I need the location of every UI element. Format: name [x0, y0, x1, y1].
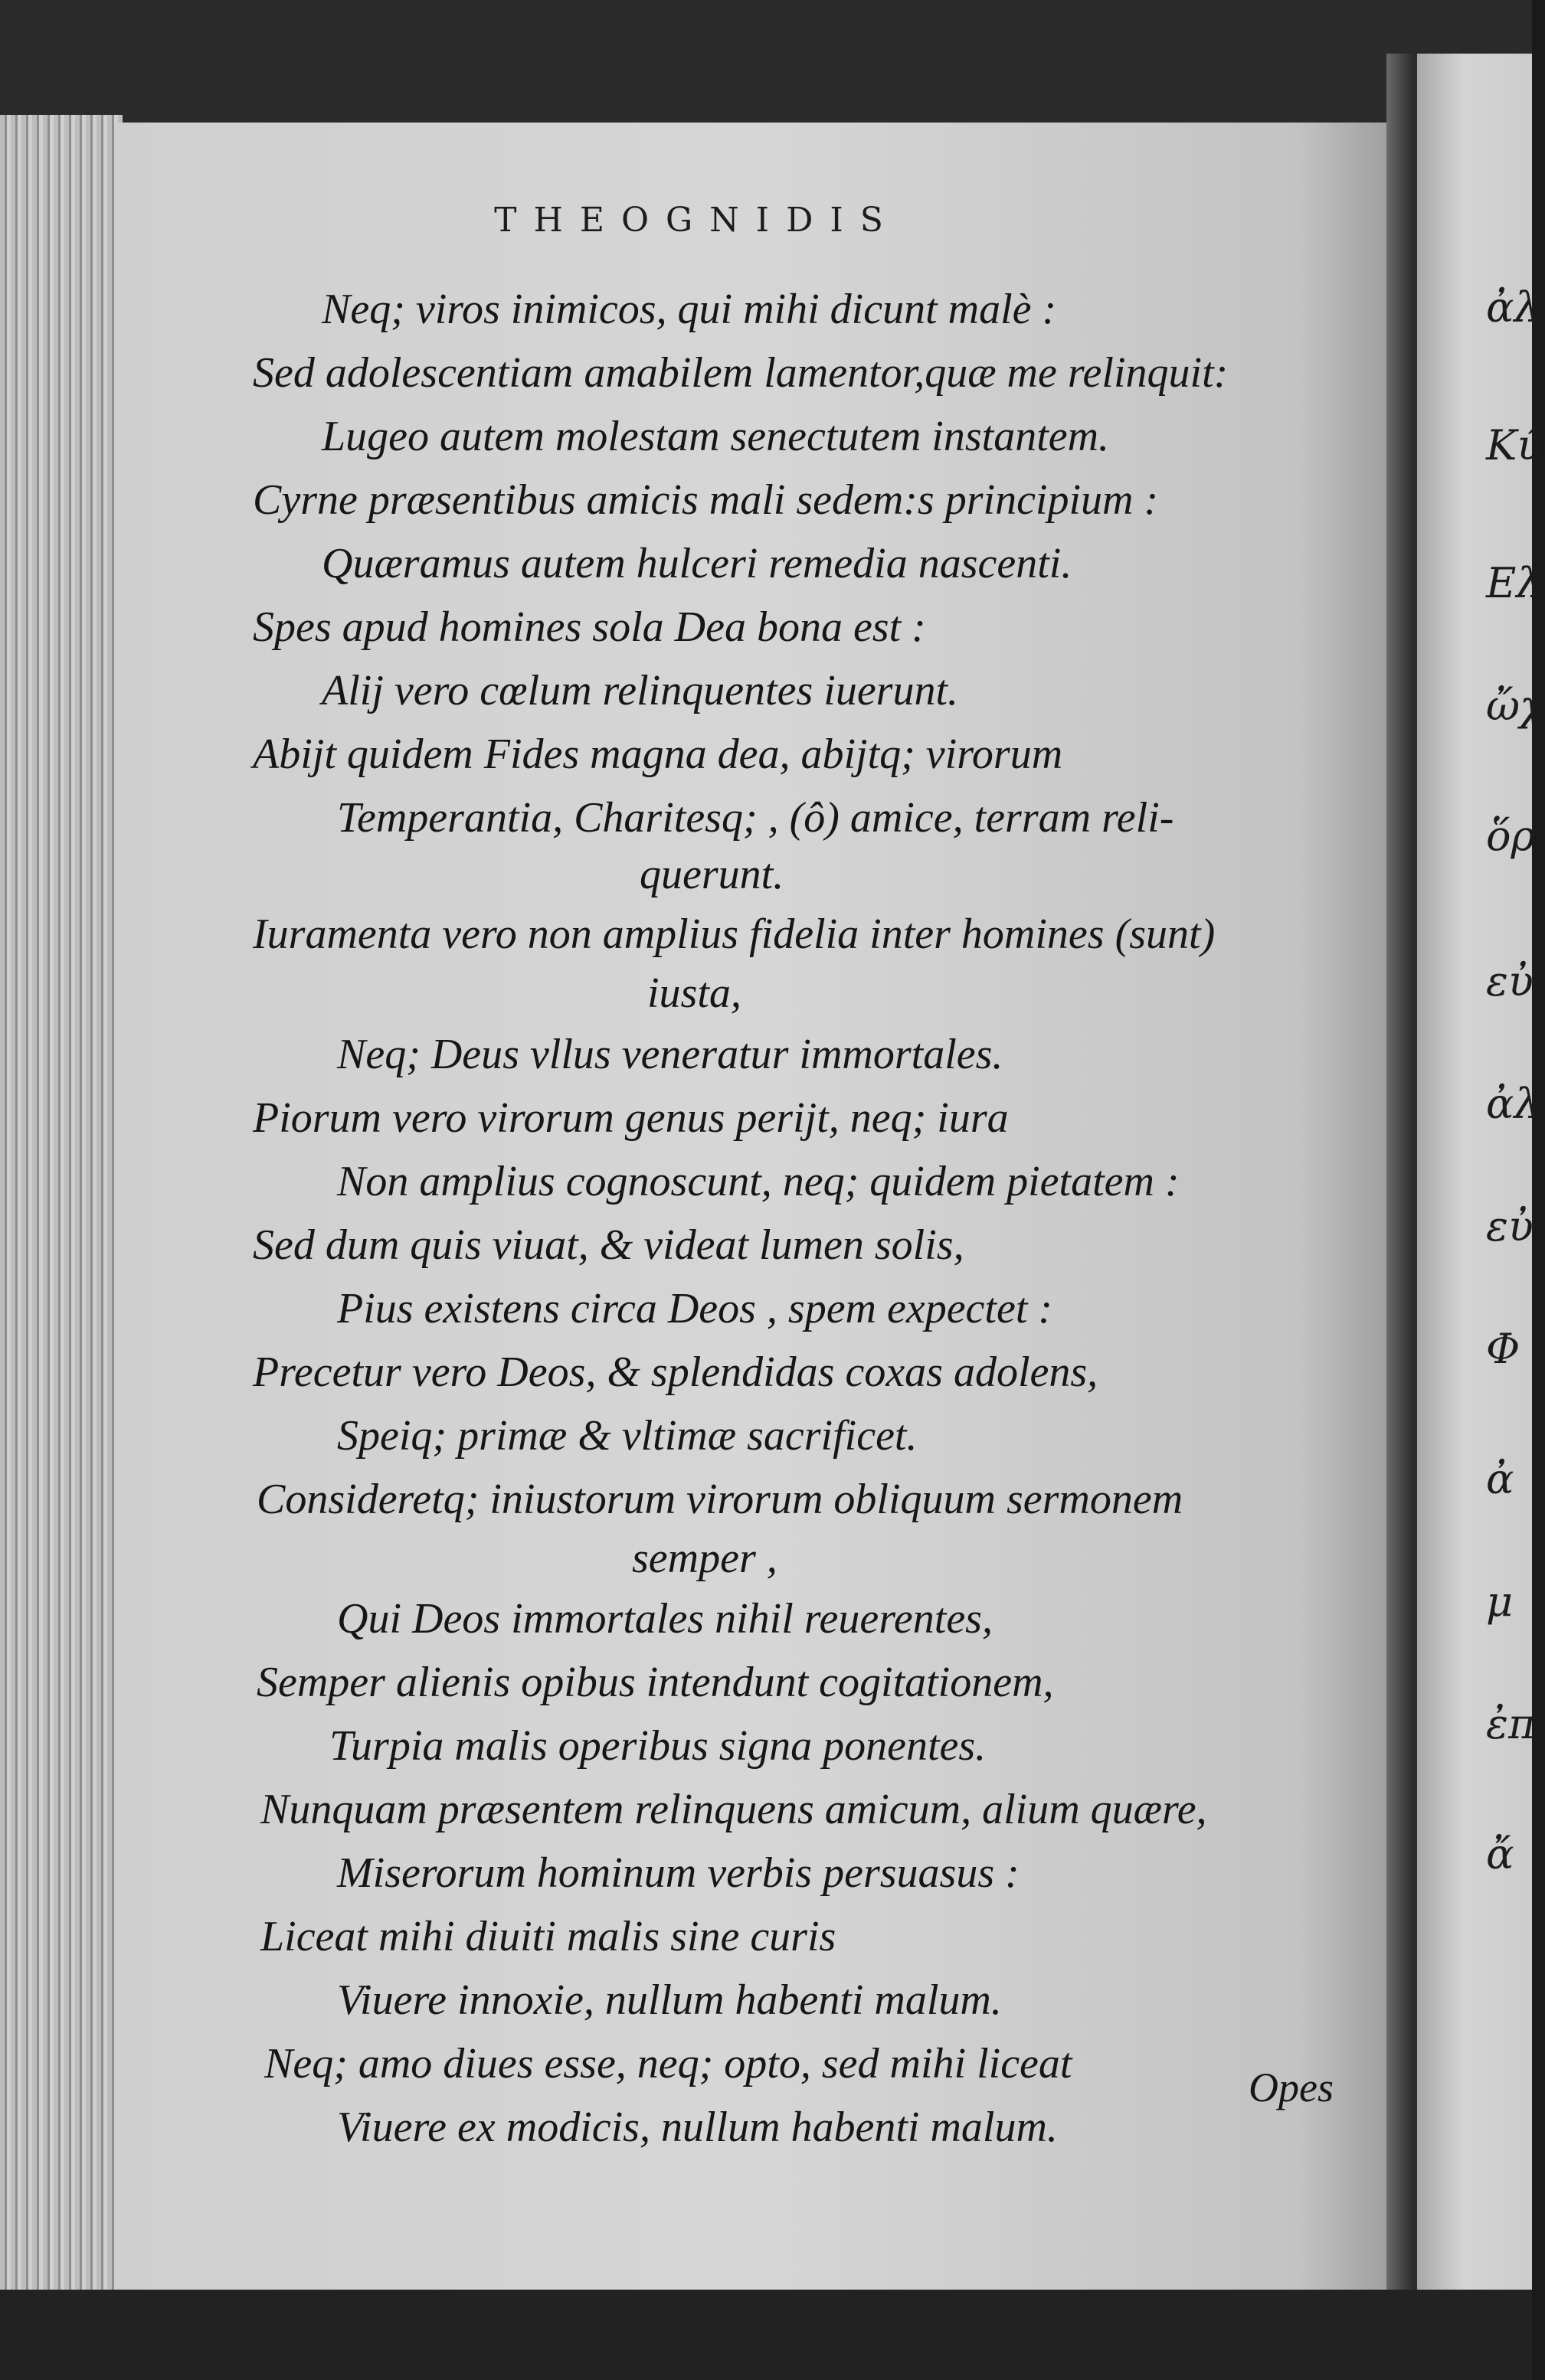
text-line: Iuramenta vero non amplius fidelia inter homines (sunt) [253, 910, 1216, 958]
text-line: Precetur vero Deos, & splendidas coxas adolens, [253, 1349, 1098, 1396]
text-line: Turpia malis operibus signa ponentes. [329, 1722, 987, 1770]
facing-fragment: ὅρ [1486, 812, 1536, 860]
facing-fragment: ἄ [1486, 1830, 1514, 1878]
text-line: semper , [632, 1535, 777, 1582]
book-background-bottom [0, 2290, 1532, 2380]
text-line: Neq; amo diues esse, neq; opto, sed mihi liceat [264, 2040, 1072, 2087]
text-line: Pius existens circa Deos , spem expectet : [337, 1285, 1053, 1332]
text-line: Alij vero cœlum relinquentes iuerunt. [322, 667, 959, 714]
text-line: Speiq; primæ & vltimæ sacrificet. [337, 1412, 918, 1460]
page-edges [0, 115, 123, 2297]
facing-fragment: ἀλ [1486, 1080, 1540, 1128]
facing-fragment: ἐπ [1486, 1700, 1536, 1748]
text-line: Cyrne præsentibus amicis mali sedem:s principium : [253, 476, 1159, 524]
text-line: Nunquam præsentem relinquens amicum, alium quære, [260, 1786, 1207, 1833]
text-line: Spes apud homines sola Dea bona est : [253, 603, 926, 651]
catchword: Opes [1249, 2065, 1334, 2110]
facing-fragment: μ [1486, 1577, 1514, 1626]
text-line: Viuere innoxie, nullum habenti malum. [337, 1976, 1002, 2024]
text-line: Liceat mihi diuiti malis sine curis [260, 1913, 836, 1960]
facing-fragment: Φ [1486, 1325, 1520, 1373]
facing-fragment: ἀ [1486, 1455, 1514, 1503]
text-line: Sed adolescentiam amabilem lamentor,quæ me relinquit: [253, 349, 1229, 397]
text-line: iusta, [647, 969, 741, 1017]
book-background-top [0, 0, 1532, 130]
text-line: Neq; Deus vllus veneratur immortales. [337, 1031, 1003, 1078]
text-line: Miserorum hominum verbis persuasus : [337, 1849, 1020, 1897]
running-header: THEOGNIDIS [494, 201, 900, 240]
text-line: Temperantia, Charitesq; , (ô) amice, terram reli- [337, 794, 1174, 842]
text-line: Quæramus autem hulceri remedia nascenti. [322, 540, 1072, 587]
facing-fragment: ὤχ [1486, 682, 1545, 730]
facing-fragment: εὐ [1486, 1202, 1534, 1250]
facing-fragment: Ελ [1486, 559, 1543, 607]
text-line: Neq; viros inimicos, qui mihi dicunt malè : [322, 286, 1057, 333]
text-line: Semper alienis opibus intendunt cogitationem, [257, 1659, 1054, 1706]
facing-fragment: εὐ [1486, 957, 1534, 1005]
text-line: Viuere ex modicis, nullum habenti malum. [337, 2104, 1058, 2151]
text-line: querunt. [640, 851, 784, 898]
facing-fragment: ἀλ [1486, 283, 1540, 332]
text-line: Piorum vero virorum genus perijt, neq; iura [253, 1094, 1009, 1142]
text-line: Qui Deos immortales nihil reuerentes, [337, 1595, 993, 1643]
text-line: Abijt quidem Fides magna dea, abijtq; virorum [253, 731, 1063, 778]
facing-page [1417, 54, 1545, 2313]
facing-fragment: Κύ [1486, 421, 1543, 469]
text-line: Consideretq; iniustorum virorum obliquum sermonem [257, 1476, 1183, 1523]
text-line: Lugeo autem molestam senectutem instantem. [322, 413, 1110, 460]
text-line: Non amplius cognoscunt, neq; quidem pietatem : [337, 1158, 1180, 1205]
text-line: Sed dum quis viuat, & videat lumen solis, [253, 1221, 964, 1269]
